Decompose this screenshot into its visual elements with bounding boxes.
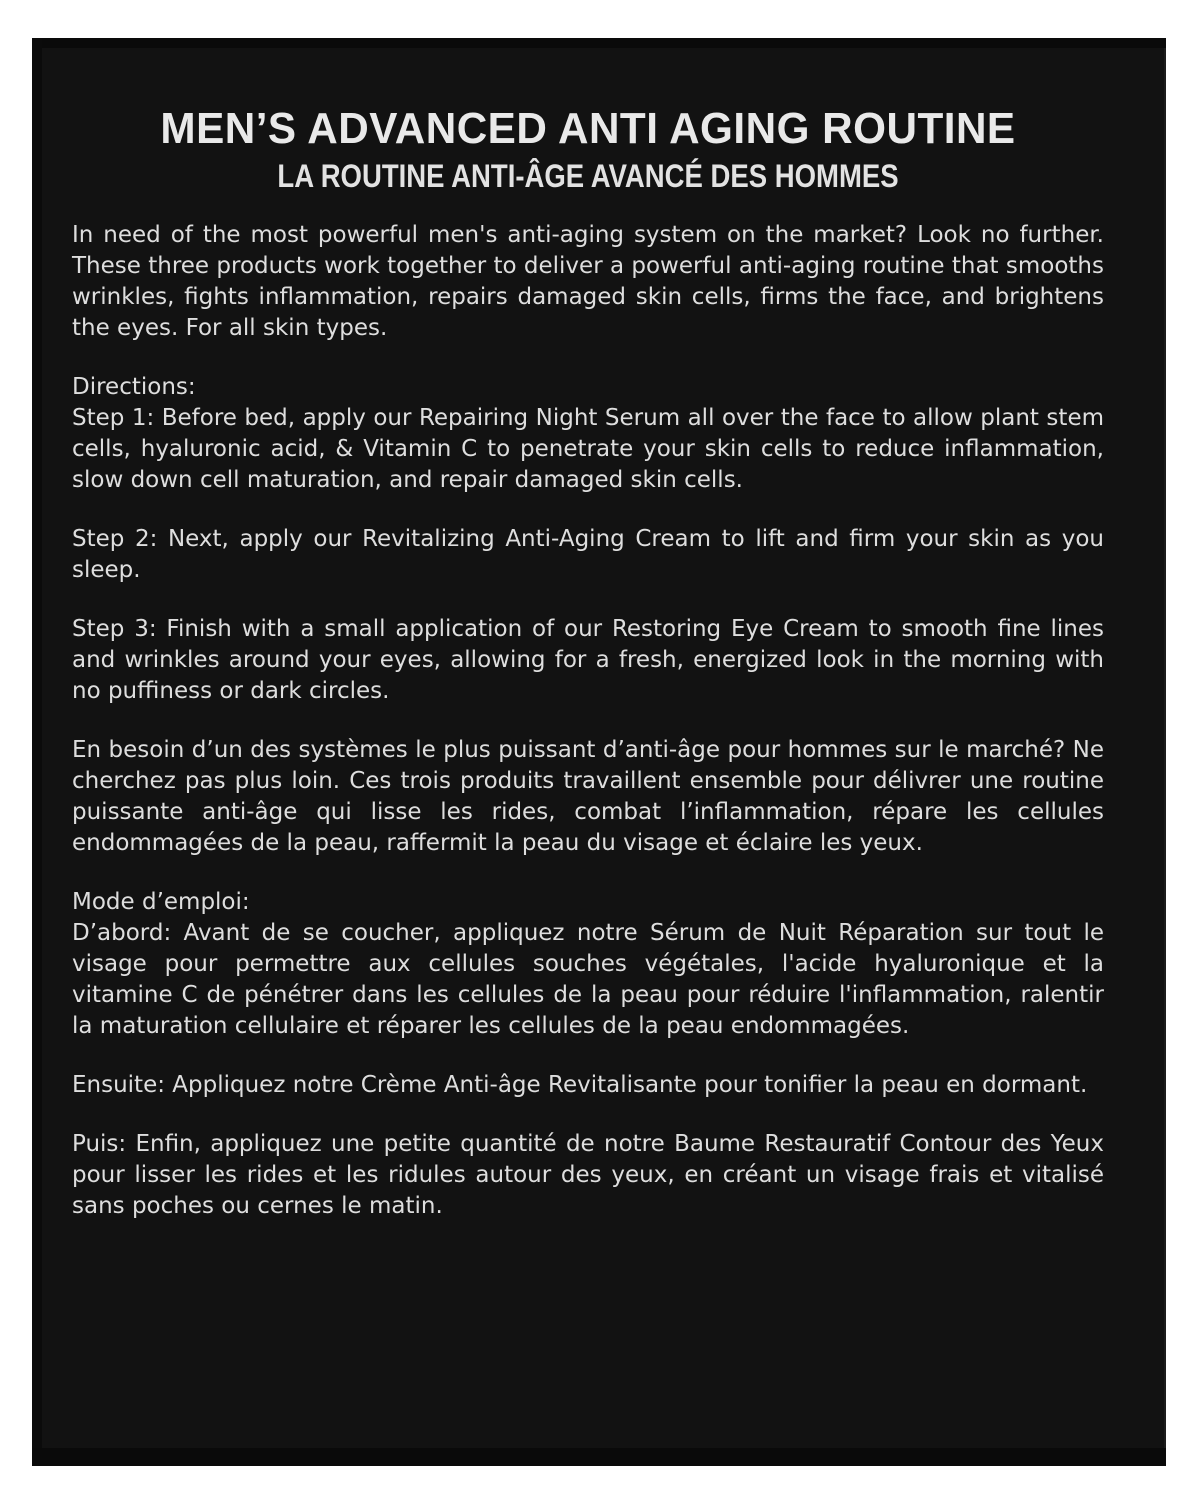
- page-title: MEN’S ADVANCED ANTI AGING ROUTINE: [160, 104, 1016, 153]
- box-text-panel: [72, 96, 1104, 1250]
- english-step-3: Step 3: Finish with a small application of our Restoring Eye Cream to smooth fine lines and wrinkles around your eyes, allowing for a fresh, energized look in the morning with no puffiness or dark circles.: [72, 616, 1104, 704]
- box-bottom-edge: [32, 1448, 1166, 1466]
- box-top-edge: [32, 38, 1166, 48]
- french-step-2: Ensuite: Appliquez notre Crème Anti-âge Revitalisante pour tonifier la peau en dormant.: [72, 1072, 1088, 1098]
- english-step-1: Step 1: Before bed, apply our Repairing Night Serum all over the face to allow plant stem cells, hyaluronic acid, & Vitamin C to penetrate your skin cells to reduce inflammation, slow down cell maturation, and repair damaged skin cells.: [72, 405, 1104, 493]
- english-directions-heading: Directions:: [72, 374, 196, 400]
- french-directions-heading: Mode d’emploi:: [72, 889, 250, 915]
- box-left-edge: [32, 38, 42, 1466]
- french-step-3: Puis: Enfin, appliquez une petite quantité de notre Baume Restauratif Contour des Yeux pour lisser les rides et les ridules autour des yeux, en créant un visage frais et vitalisé sans poches ou cernes le matin.: [72, 1131, 1104, 1219]
- french-intro: En besoin d’un des systèmes le plus puissant d’anti-âge pour hommes sur le marché? Ne cherchez pas plus loin. Ces trois produits travaillent ensemble pour délivrer une routine puissante anti-âge qui lisse les rides, combat l’inflammation, répare les cellules endommagées de la peau, raffermit la peau du visage et éclaire les yeux.: [72, 737, 1104, 856]
- french-directions: [72, 887, 1104, 1042]
- english-step-2: Step 2: Next, apply our Revitalizing Anti-Aging Cream to lift and firm your skin as you sleep.: [72, 526, 1104, 583]
- page-subtitle-french: LA ROUTINE ANTI-ÂGE AVANCÉ DES HOMMES: [277, 158, 899, 194]
- french-step-1: D’abord: Avant de se coucher, appliquez notre Sérum de Nuit Réparation sur tout le visage pour permettre aux cellules souches végétales, l'acide hyaluronique et la vitamine C de pénétrer dans les cellules de la peau pour réduire l'inflammation, ralentir la maturation cellulaire et réparer les cellules de la peau endommagées.: [72, 920, 1104, 1039]
- english-intro: In need of the most powerful men's anti-aging system on the market? Look no further. These three products work together to deliver a powerful anti-aging routine that smooths wrinkles, fights inflammation, repairs damaged skin cells, firms the face, and brightens the eyes. For all skin types.: [72, 222, 1104, 341]
- english-directions: [72, 372, 1104, 496]
